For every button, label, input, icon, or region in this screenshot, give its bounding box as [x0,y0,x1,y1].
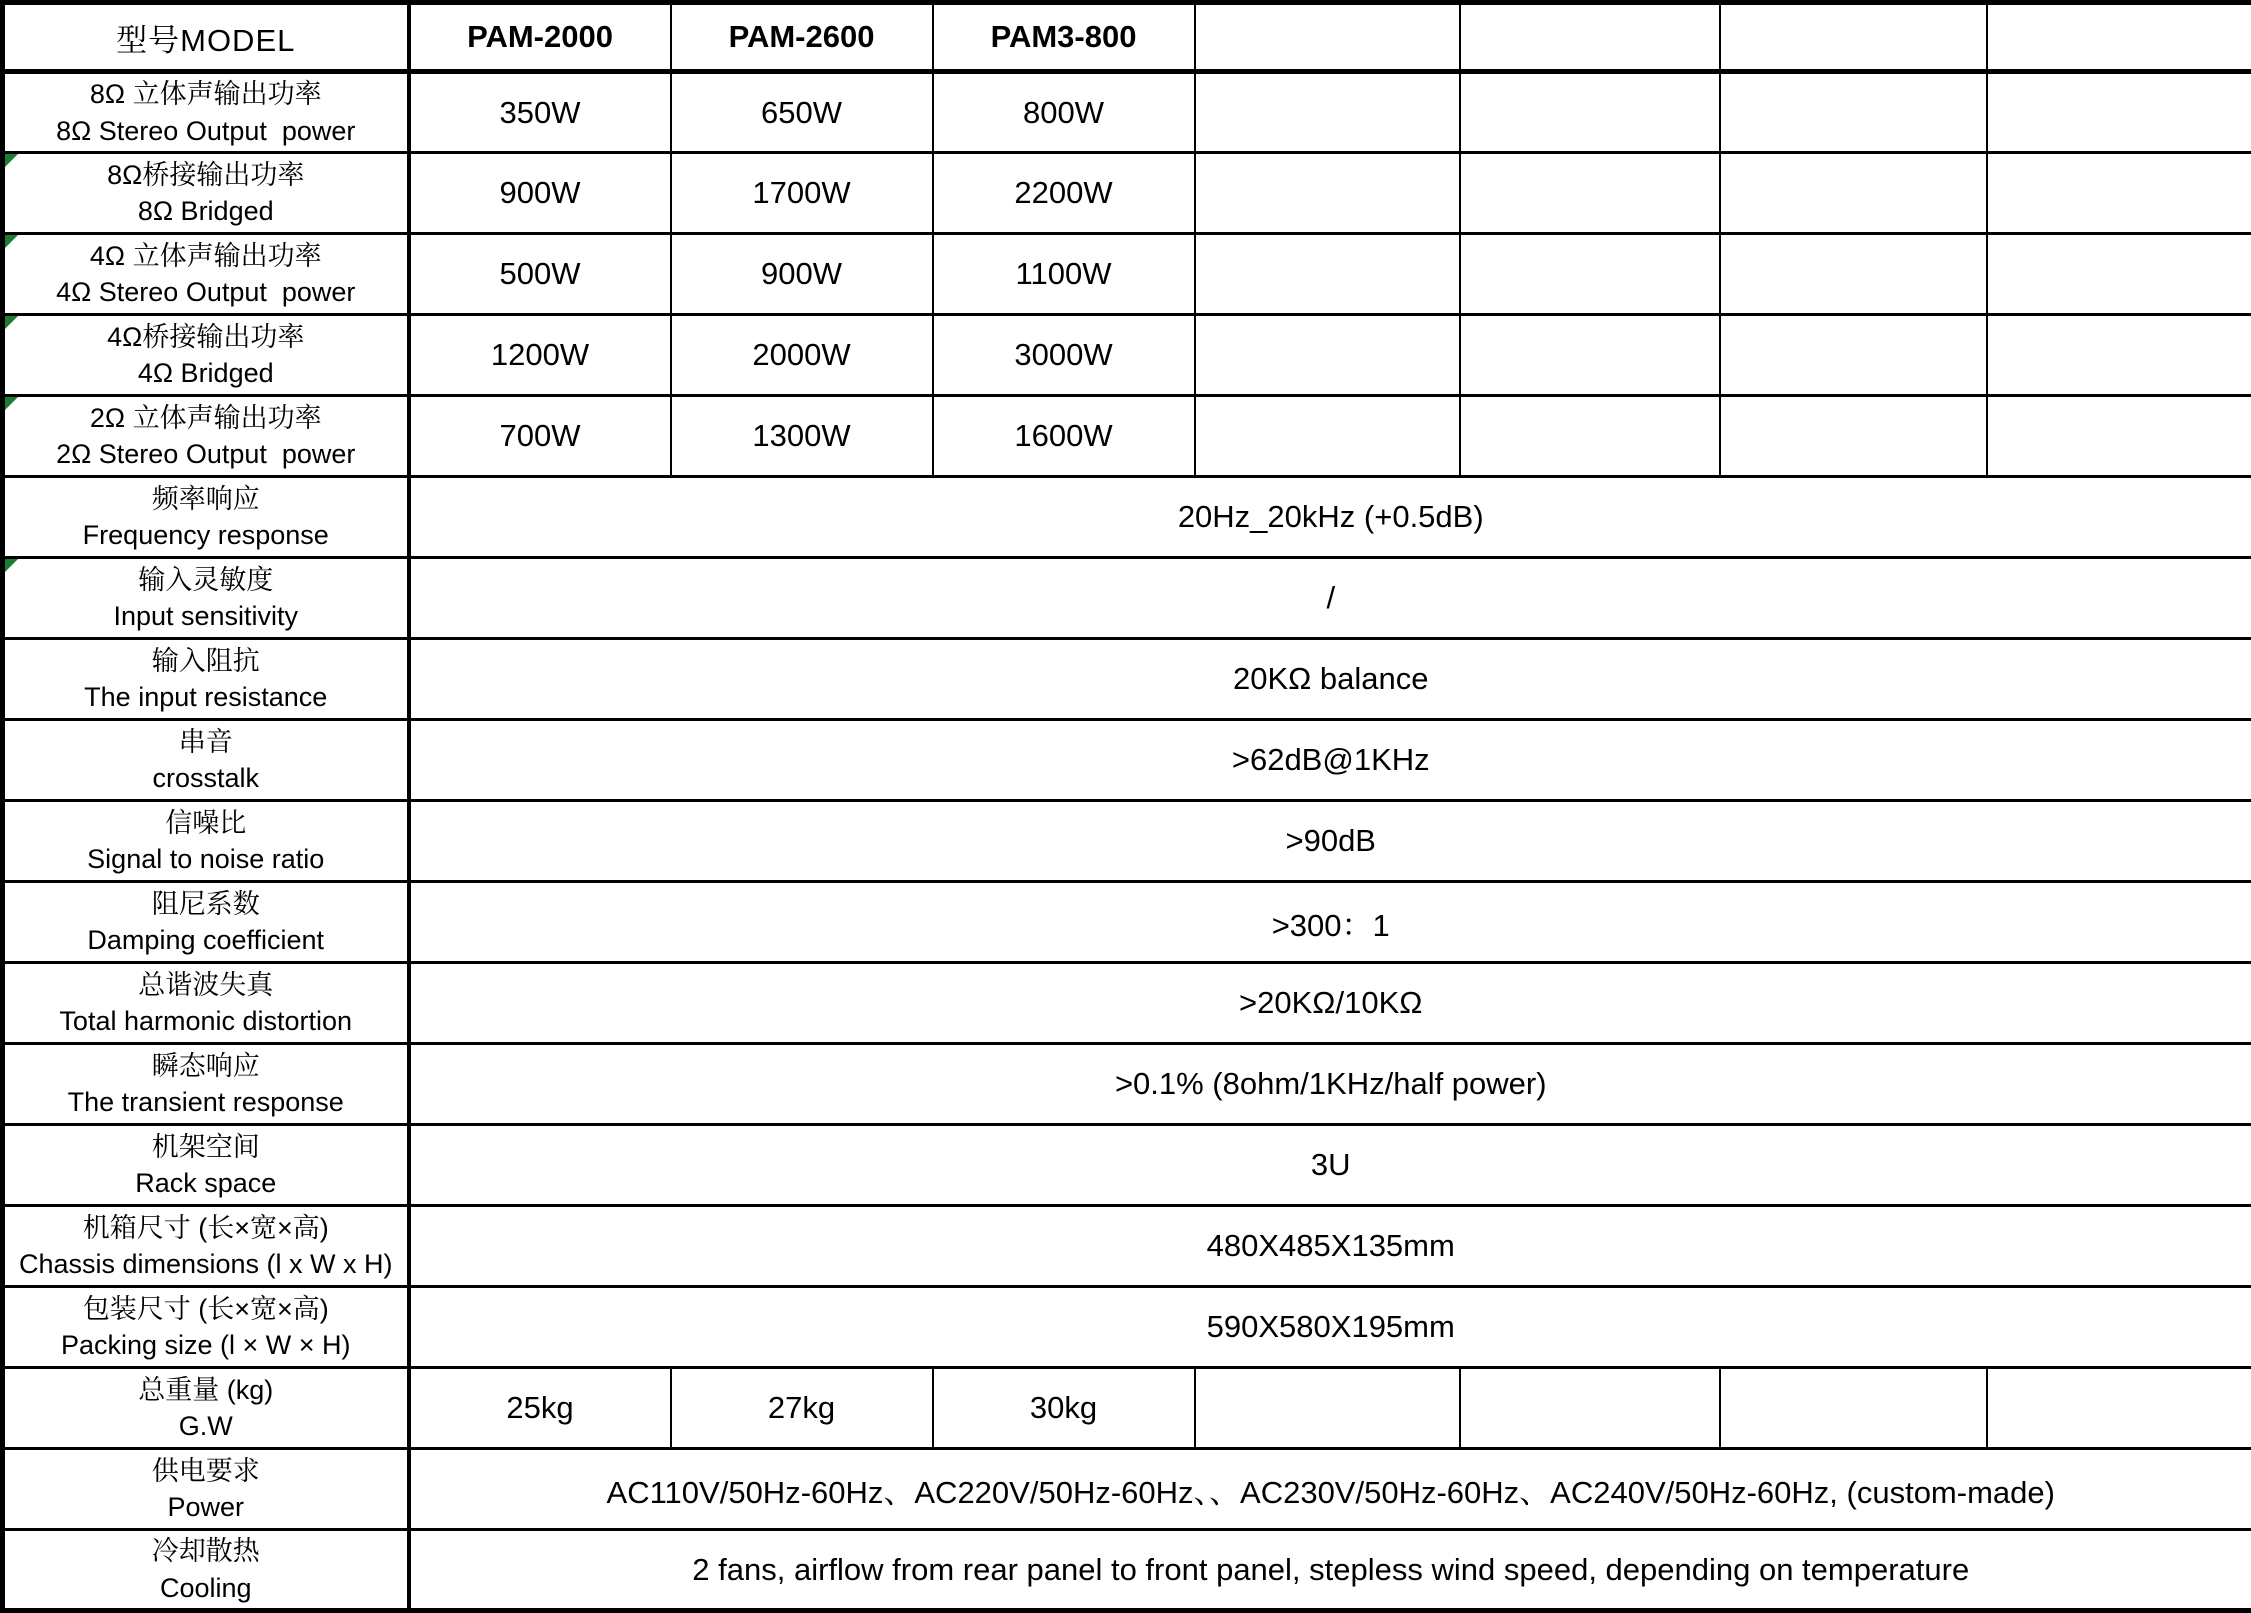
table-row-cooling [3,1530,2251,1611]
spec-value-merged: / [409,558,2251,639]
label-zh: 8Ω桥接输出功率 [13,157,399,193]
spec-value-merged: >20KΩ/10KΩ [409,963,2251,1044]
table-row-8ohm-bridged [3,153,2251,234]
spec-value-merged: >90dB [409,801,2251,882]
spec-value: 1300W [671,396,933,477]
table-row-4ohm-bridged [3,315,2251,396]
label-zh: 机架空间 [13,1129,399,1165]
excel-green-corner-icon [5,235,18,248]
spec-value-merged: AC110V/50Hz-60Hz、AC220V/50Hz-60Hz、、AC230V/50Hz-60Hz、AC240V/50Hz-60Hz, (custom-made) [409,1449,2251,1530]
spec-value: 900W [671,234,933,315]
model-name-pam-2000: PAM-2000 [409,3,671,72]
label-zh: 输入阻抗 [13,643,399,679]
spec-value-merged: >62dB@1KHz [409,720,2251,801]
spec-value: 350W [409,72,671,153]
spec-value-merged: >300：1 [409,882,2251,963]
spec-value-merged: 20KΩ balance [409,639,2251,720]
label-zh: 阻尼系数 [13,886,399,922]
row-label-damping-coefficient [3,882,409,963]
spec-value-merged: 480X485X135mm [409,1206,2251,1287]
spec-value-merged: 20Hz_20kHz (+0.5dB) [409,477,2251,558]
label-zh: 总谐波失真 [13,967,399,1003]
label-zh: 频率响应 [13,481,399,517]
empty-cell [1460,396,1720,477]
label-en: Signal to noise ratio [13,841,399,877]
empty-cell [1720,153,1987,234]
label-en: Input sensitivity [13,598,399,634]
row-label-transient-response [3,1044,409,1125]
label-en: The transient response [13,1084,399,1120]
row-label-8ohm-bridged [3,153,409,234]
spec-value: 30kg [933,1368,1195,1449]
label-en: Total harmonic distortion [13,1003,399,1039]
spec-value: 25kg [409,1368,671,1449]
empty-header-cell [1460,3,1720,72]
row-label-signal-to-noise [3,801,409,882]
empty-cell [1195,72,1460,153]
label-en: Chassis dimensions (l x W x H) [13,1246,399,1282]
spec-value: 500W [409,234,671,315]
table-row-packing-size [3,1287,2251,1368]
empty-cell [1720,315,1987,396]
empty-cell [1460,153,1720,234]
label-zh: 包装尺寸 (长×宽×高) [13,1291,399,1327]
empty-cell [1195,1368,1460,1449]
excel-green-corner-icon [5,316,18,329]
label-zh: 机箱尺寸 (长×宽×高) [13,1210,399,1246]
table-row-2ohm-stereo [3,396,2251,477]
label-zh: 8Ω 立体声输出功率 [13,76,399,112]
empty-cell [1987,396,2251,477]
empty-cell [1195,153,1460,234]
empty-cell [1987,153,2251,234]
label-zh: 输入灵敏度 [13,562,399,598]
label-zh: 供电要求 [13,1453,399,1489]
empty-header-cell [1195,3,1460,72]
spec-value: 3000W [933,315,1195,396]
empty-cell [1987,234,2251,315]
excel-green-corner-icon [5,154,18,167]
table-row-rack-space [3,1125,2251,1206]
label-zh: 冷却散热 [13,1533,399,1569]
empty-cell [1720,234,1987,315]
label-en: Power [13,1489,399,1525]
table-row-8ohm-stereo [3,72,2251,153]
table-row-signal-to-noise [3,801,2251,882]
row-label-input-resistance [3,639,409,720]
label-en: Damping coefficient [13,922,399,958]
table-row-input-sensitivity [3,558,2251,639]
empty-cell [1460,72,1720,153]
empty-cell [1195,234,1460,315]
label-en: 8Ω Bridged [13,193,399,229]
label-zh: 4Ω 立体声输出功率 [13,238,399,274]
label-zh: 总重量 (kg) [13,1372,399,1408]
row-label-8ohm-stereo [3,72,409,153]
empty-cell [1460,234,1720,315]
label-en: crosstalk [13,760,399,796]
row-label-crosstalk [3,720,409,801]
row-label-power-requirement [3,1449,409,1530]
label-zh: 瞬态响应 [13,1048,399,1084]
spec-value: 700W [409,396,671,477]
empty-cell [1460,1368,1720,1449]
spec-value: 1100W [933,234,1195,315]
label-en: The input resistance [13,679,399,715]
model-header-label: 型号MODEL [3,3,409,72]
row-label-cooling [3,1530,409,1611]
spec-value: 900W [409,153,671,234]
table-row-input-resistance [3,639,2251,720]
label-en: Frequency response [13,517,399,553]
label-en: 4Ω Stereo Output power [13,274,399,310]
label-en: G.W [13,1408,399,1444]
row-label-rack-space [3,1125,409,1206]
empty-cell [1987,72,2251,153]
spec-value-merged: 590X580X195mm [409,1287,2251,1368]
table-row-damping-coefficient [3,882,2251,963]
table-row-frequency-response [3,477,2251,558]
label-zh: 4Ω桥接输出功率 [13,319,399,355]
row-label-frequency-response [3,477,409,558]
table-row-crosstalk [3,720,2251,801]
header-row [3,3,2251,72]
row-label-packing-size [3,1287,409,1368]
table-row-thd [3,963,2251,1044]
spec-value-merged: 3U [409,1125,2251,1206]
empty-cell [1720,72,1987,153]
spec-value: 650W [671,72,933,153]
spec-value: 1600W [933,396,1195,477]
empty-header-cell [1720,3,1987,72]
model-name-pam-2600: PAM-2600 [671,3,933,72]
model-name-pam3-800: PAM3-800 [933,3,1195,72]
table-row-4ohm-stereo [3,234,2251,315]
table-row-chassis-dimensions [3,1206,2251,1287]
spec-value: 27kg [671,1368,933,1449]
excel-green-corner-icon [5,397,18,410]
label-zh: 串音 [13,724,399,760]
row-label-4ohm-bridged [3,315,409,396]
row-label-input-sensitivity [3,558,409,639]
spec-value-merged: 2 fans, airflow from rear panel to front panel, stepless wind speed, depending on temperature [409,1530,2251,1611]
row-label-gross-weight [3,1368,409,1449]
spec-value: 1200W [409,315,671,396]
empty-cell [1195,396,1460,477]
table-row-transient-response [3,1044,2251,1125]
spec-value: 2000W [671,315,933,396]
row-label-chassis-dimensions [3,1206,409,1287]
empty-cell [1460,315,1720,396]
spec-value: 2200W [933,153,1195,234]
label-en: 2Ω Stereo Output power [13,436,399,472]
empty-cell [1195,315,1460,396]
row-label-2ohm-stereo [3,396,409,477]
empty-cell [1987,1368,2251,1449]
spec-value-merged: >0.1% (8ohm/1KHz/half power) [409,1044,2251,1125]
empty-cell [1720,1368,1987,1449]
table-row-gross-weight [3,1368,2251,1449]
label-zh: 信噪比 [13,805,399,841]
row-label-4ohm-stereo [3,234,409,315]
label-en: 8Ω Stereo Output power [13,113,399,149]
label-zh: 2Ω 立体声输出功率 [13,400,399,436]
label-en: Rack space [13,1165,399,1201]
empty-cell [1987,315,2251,396]
row-label-thd [3,963,409,1044]
label-en: Packing size (l × W × H) [13,1327,399,1363]
empty-header-cell [1987,3,2251,72]
excel-green-corner-icon [5,559,18,572]
label-en: 4Ω Bridged [13,355,399,391]
spec-value: 800W [933,72,1195,153]
table-row-power-requirement [3,1449,2251,1530]
label-en: Cooling [13,1570,399,1606]
empty-cell [1720,396,1987,477]
spec-value: 1700W [671,153,933,234]
